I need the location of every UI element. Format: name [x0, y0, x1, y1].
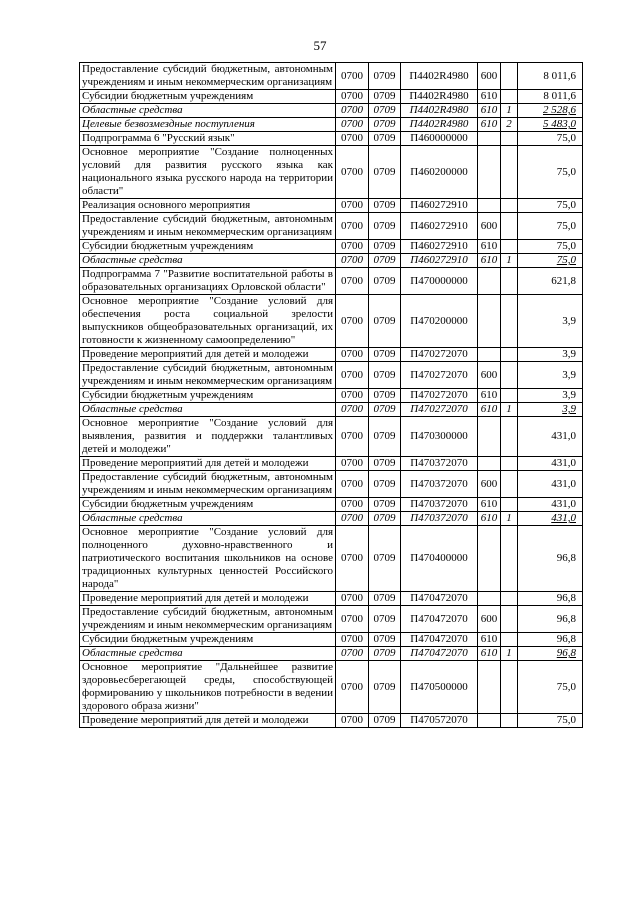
subsection-code-cell: 0709 — [369, 512, 401, 526]
funding-source-cell — [501, 592, 518, 606]
subsection-code-cell: 0709 — [369, 118, 401, 132]
section-code-cell: 0700 — [336, 132, 369, 146]
expense-type-cell: 610 — [478, 647, 501, 661]
section-code-cell: 0700 — [336, 606, 369, 633]
target-article-cell: П470372070 — [401, 498, 478, 512]
amount-cell: 431,0 — [518, 498, 583, 512]
expense-type-cell: 610 — [478, 104, 501, 118]
funding-source-cell — [501, 199, 518, 213]
row-name-cell: Основное мероприятие "Создание полноценных условий для развития русского языка как национального языка русского народа на территории области" — [80, 146, 336, 199]
target-article-cell: П470572070 — [401, 714, 478, 728]
amount-cell: 96,8 — [518, 633, 583, 647]
budget-table — [79, 62, 583, 728]
table-row — [80, 714, 583, 728]
expense-type-cell — [478, 661, 501, 714]
section-code-cell: 0700 — [336, 592, 369, 606]
table-row — [80, 512, 583, 526]
target-article-cell: П460200000 — [401, 146, 478, 199]
table-row — [80, 199, 583, 213]
table-row — [80, 63, 583, 90]
section-code-cell: 0700 — [336, 146, 369, 199]
amount-cell: 2 528,6 — [518, 104, 583, 118]
row-name-cell: Основное мероприятие "Дальнейшее развитие здоровьесберегающей среды, способствующей формированию у школьников потребности в ведении здорового образа жизни" — [80, 661, 336, 714]
table-row — [80, 348, 583, 362]
funding-source-cell: 1 — [501, 254, 518, 268]
expense-type-cell: 610 — [478, 403, 501, 417]
section-code-cell: 0700 — [336, 498, 369, 512]
table-row — [80, 213, 583, 240]
expense-type-cell: 610 — [478, 498, 501, 512]
subsection-code-cell: 0709 — [369, 295, 401, 348]
subsection-code-cell: 0709 — [369, 63, 401, 90]
expense-type-cell: 610 — [478, 633, 501, 647]
target-article-cell: П460272910 — [401, 240, 478, 254]
table-row — [80, 132, 583, 146]
funding-source-cell: 1 — [501, 647, 518, 661]
table-row — [80, 362, 583, 389]
section-code-cell: 0700 — [336, 403, 369, 417]
section-code-cell: 0700 — [336, 362, 369, 389]
table-row — [80, 526, 583, 592]
subsection-code-cell: 0709 — [369, 389, 401, 403]
expense-type-cell — [478, 132, 501, 146]
target-article-cell: П470272070 — [401, 348, 478, 362]
funding-source-cell — [501, 63, 518, 90]
funding-source-cell — [501, 90, 518, 104]
section-code-cell: 0700 — [336, 213, 369, 240]
table-row — [80, 661, 583, 714]
amount-cell: 75,0 — [518, 132, 583, 146]
table-row — [80, 104, 583, 118]
expense-type-cell — [478, 348, 501, 362]
row-name-cell: Субсидии бюджетным учреждениям — [80, 240, 336, 254]
amount-cell: 75,0 — [518, 714, 583, 728]
expense-type-cell: 610 — [478, 254, 501, 268]
section-code-cell: 0700 — [336, 661, 369, 714]
expense-type-cell: 610 — [478, 389, 501, 403]
expense-type-cell: 610 — [478, 240, 501, 254]
target-article-cell: П4402R4980 — [401, 118, 478, 132]
expense-type-cell — [478, 457, 501, 471]
funding-source-cell — [501, 268, 518, 295]
section-code-cell: 0700 — [336, 512, 369, 526]
row-name-cell: Основное мероприятие "Создание условий для обеспечения роста социальной зрелости выпускников общеобразовательных организаций, их готовности к жизненному самоопределению" — [80, 295, 336, 348]
subsection-code-cell: 0709 — [369, 714, 401, 728]
amount-cell: 75,0 — [518, 213, 583, 240]
amount-cell: 8 011,6 — [518, 63, 583, 90]
target-article-cell: П470000000 — [401, 268, 478, 295]
amount-cell: 3,9 — [518, 389, 583, 403]
row-name-cell: Предоставление субсидий бюджетным, автономным учреждениям и иным некоммерческим организациям — [80, 471, 336, 498]
subsection-code-cell: 0709 — [369, 633, 401, 647]
table-row — [80, 254, 583, 268]
funding-source-cell — [501, 606, 518, 633]
row-name-cell: Областные средства — [80, 647, 336, 661]
row-name-cell: Основное мероприятие "Создание условий для выявления, развития и поддержки талантливых детей и молодежи" — [80, 417, 336, 457]
row-name-cell: Реализация основного мероприятия — [80, 199, 336, 213]
expense-type-cell — [478, 146, 501, 199]
table-row — [80, 268, 583, 295]
funding-source-cell — [501, 213, 518, 240]
amount-cell: 431,0 — [518, 457, 583, 471]
amount-cell: 96,8 — [518, 592, 583, 606]
row-name-cell: Субсидии бюджетным учреждениям — [80, 633, 336, 647]
section-code-cell: 0700 — [336, 389, 369, 403]
funding-source-cell — [501, 526, 518, 592]
row-name-cell: Предоставление субсидий бюджетным, автономным учреждениям и иным некоммерческим организациям — [80, 606, 336, 633]
expense-type-cell: 600 — [478, 213, 501, 240]
subsection-code-cell: 0709 — [369, 104, 401, 118]
target-article-cell: П470372070 — [401, 457, 478, 471]
section-code-cell: 0700 — [336, 417, 369, 457]
section-code-cell: 0700 — [336, 268, 369, 295]
row-name-cell: Проведение мероприятий для детей и молодежи — [80, 457, 336, 471]
amount-cell: 3,9 — [518, 295, 583, 348]
amount-cell: 3,9 — [518, 348, 583, 362]
budget-table-body — [80, 63, 583, 728]
funding-source-cell — [501, 661, 518, 714]
expense-type-cell — [478, 417, 501, 457]
funding-source-cell — [501, 417, 518, 457]
target-article-cell: П470400000 — [401, 526, 478, 592]
section-code-cell: 0700 — [336, 714, 369, 728]
target-article-cell: П470500000 — [401, 661, 478, 714]
target-article-cell: П460272910 — [401, 199, 478, 213]
amount-cell: 3,9 — [518, 403, 583, 417]
funding-source-cell — [501, 714, 518, 728]
target-article-cell: П470272070 — [401, 389, 478, 403]
target-article-cell: П4402R4980 — [401, 63, 478, 90]
expense-type-cell — [478, 268, 501, 295]
subsection-code-cell: 0709 — [369, 498, 401, 512]
section-code-cell: 0700 — [336, 348, 369, 362]
amount-cell: 5 483,0 — [518, 118, 583, 132]
amount-cell: 8 011,6 — [518, 90, 583, 104]
funding-source-cell — [501, 240, 518, 254]
target-article-cell: П460000000 — [401, 132, 478, 146]
target-article-cell: П470300000 — [401, 417, 478, 457]
amount-cell: 96,8 — [518, 647, 583, 661]
table-row — [80, 471, 583, 498]
table-row — [80, 118, 583, 132]
row-name-cell: Предоставление субсидий бюджетным, автономным учреждениям и иным некоммерческим организациям — [80, 213, 336, 240]
target-article-cell: П4402R4980 — [401, 104, 478, 118]
expense-type-cell: 600 — [478, 63, 501, 90]
subsection-code-cell: 0709 — [369, 90, 401, 104]
amount-cell: 431,0 — [518, 417, 583, 457]
table-row — [80, 647, 583, 661]
subsection-code-cell: 0709 — [369, 132, 401, 146]
section-code-cell: 0700 — [336, 90, 369, 104]
row-name-cell: Проведение мероприятий для детей и молодежи — [80, 714, 336, 728]
row-name-cell: Подпрограмма 7 "Развитие воспитательной работы в образовательных организациях Орловской области" — [80, 268, 336, 295]
amount-cell: 75,0 — [518, 254, 583, 268]
target-article-cell: П470472070 — [401, 647, 478, 661]
expense-type-cell — [478, 526, 501, 592]
expense-type-cell: 600 — [478, 606, 501, 633]
target-article-cell: П460272910 — [401, 213, 478, 240]
funding-source-cell — [501, 498, 518, 512]
target-article-cell: П470372070 — [401, 512, 478, 526]
expense-type-cell — [478, 295, 501, 348]
table-row — [80, 146, 583, 199]
subsection-code-cell: 0709 — [369, 592, 401, 606]
section-code-cell: 0700 — [336, 118, 369, 132]
subsection-code-cell: 0709 — [369, 661, 401, 714]
section-code-cell: 0700 — [336, 199, 369, 213]
section-code-cell: 0700 — [336, 240, 369, 254]
target-article-cell: П470472070 — [401, 592, 478, 606]
row-name-cell: Проведение мероприятий для детей и молодежи — [80, 348, 336, 362]
funding-source-cell — [501, 348, 518, 362]
table-row — [80, 403, 583, 417]
funding-source-cell — [501, 633, 518, 647]
section-code-cell: 0700 — [336, 526, 369, 592]
expense-type-cell: 600 — [478, 471, 501, 498]
expense-type-cell: 610 — [478, 118, 501, 132]
funding-source-cell — [501, 457, 518, 471]
subsection-code-cell: 0709 — [369, 268, 401, 295]
row-name-cell: Предоставление субсидий бюджетным, автономным учреждениям и иным некоммерческим организациям — [80, 63, 336, 90]
subsection-code-cell: 0709 — [369, 348, 401, 362]
table-row — [80, 90, 583, 104]
amount-cell: 3,9 — [518, 362, 583, 389]
target-article-cell: П470372070 — [401, 471, 478, 498]
subsection-code-cell: 0709 — [369, 457, 401, 471]
amount-cell: 621,8 — [518, 268, 583, 295]
table-row — [80, 240, 583, 254]
target-article-cell: П470472070 — [401, 633, 478, 647]
table-row — [80, 295, 583, 348]
expense-type-cell: 610 — [478, 90, 501, 104]
expense-type-cell — [478, 199, 501, 213]
table-row — [80, 417, 583, 457]
subsection-code-cell: 0709 — [369, 606, 401, 633]
target-article-cell: П470472070 — [401, 606, 478, 633]
section-code-cell: 0700 — [336, 295, 369, 348]
table-row — [80, 498, 583, 512]
row-name-cell: Субсидии бюджетным учреждениям — [80, 498, 336, 512]
section-code-cell: 0700 — [336, 647, 369, 661]
subsection-code-cell: 0709 — [369, 199, 401, 213]
row-name-cell: Областные средства — [80, 104, 336, 118]
funding-source-cell — [501, 146, 518, 199]
subsection-code-cell: 0709 — [369, 240, 401, 254]
expense-type-cell: 600 — [478, 362, 501, 389]
subsection-code-cell: 0709 — [369, 647, 401, 661]
table-row — [80, 457, 583, 471]
funding-source-cell — [501, 295, 518, 348]
row-name-cell: Субсидии бюджетным учреждениям — [80, 389, 336, 403]
funding-source-cell — [501, 471, 518, 498]
section-code-cell: 0700 — [336, 63, 369, 90]
amount-cell: 75,0 — [518, 240, 583, 254]
subsection-code-cell: 0709 — [369, 526, 401, 592]
subsection-code-cell: 0709 — [369, 417, 401, 457]
row-name-cell: Областные средства — [80, 254, 336, 268]
table-row — [80, 592, 583, 606]
section-code-cell: 0700 — [336, 471, 369, 498]
target-article-cell: П470272070 — [401, 362, 478, 389]
expense-type-cell: 610 — [478, 512, 501, 526]
amount-cell: 75,0 — [518, 661, 583, 714]
row-name-cell: Областные средства — [80, 512, 336, 526]
target-article-cell: П460272910 — [401, 254, 478, 268]
funding-source-cell — [501, 132, 518, 146]
funding-source-cell — [501, 362, 518, 389]
expense-type-cell — [478, 592, 501, 606]
subsection-code-cell: 0709 — [369, 403, 401, 417]
table-row — [80, 633, 583, 647]
funding-source-cell: 2 — [501, 118, 518, 132]
amount-cell: 96,8 — [518, 606, 583, 633]
row-name-cell: Целевые безвозмездные поступления — [80, 118, 336, 132]
amount-cell: 431,0 — [518, 512, 583, 526]
section-code-cell: 0700 — [336, 104, 369, 118]
row-name-cell: Областные средства — [80, 403, 336, 417]
subsection-code-cell: 0709 — [369, 362, 401, 389]
page-number: 57 — [313, 38, 327, 53]
expense-type-cell — [478, 714, 501, 728]
table-row — [80, 389, 583, 403]
funding-source-cell — [501, 389, 518, 403]
funding-source-cell: 1 — [501, 104, 518, 118]
section-code-cell: 0700 — [336, 254, 369, 268]
row-name-cell: Основное мероприятие "Создание условий для полноценного духовно-нравственного и патриотического воспитания школьников на основе традиционных культурных ценностей Российского народа" — [80, 526, 336, 592]
row-name-cell: Проведение мероприятий для детей и молодежи — [80, 592, 336, 606]
funding-source-cell: 1 — [501, 512, 518, 526]
amount-cell: 75,0 — [518, 199, 583, 213]
target-article-cell: П470272070 — [401, 403, 478, 417]
table-row — [80, 606, 583, 633]
row-name-cell: Предоставление субсидий бюджетным, автономным учреждениям и иным некоммерческим организациям — [80, 362, 336, 389]
row-name-cell: Подпрограмма 6 "Русский язык" — [80, 132, 336, 146]
target-article-cell: П4402R4980 — [401, 90, 478, 104]
target-article-cell: П470200000 — [401, 295, 478, 348]
subsection-code-cell: 0709 — [369, 213, 401, 240]
amount-cell: 96,8 — [518, 526, 583, 592]
row-name-cell: Субсидии бюджетным учреждениям — [80, 90, 336, 104]
section-code-cell: 0700 — [336, 457, 369, 471]
amount-cell: 431,0 — [518, 471, 583, 498]
subsection-code-cell: 0709 — [369, 146, 401, 199]
subsection-code-cell: 0709 — [369, 254, 401, 268]
subsection-code-cell: 0709 — [369, 471, 401, 498]
amount-cell: 75,0 — [518, 146, 583, 199]
funding-source-cell: 1 — [501, 403, 518, 417]
section-code-cell: 0700 — [336, 633, 369, 647]
